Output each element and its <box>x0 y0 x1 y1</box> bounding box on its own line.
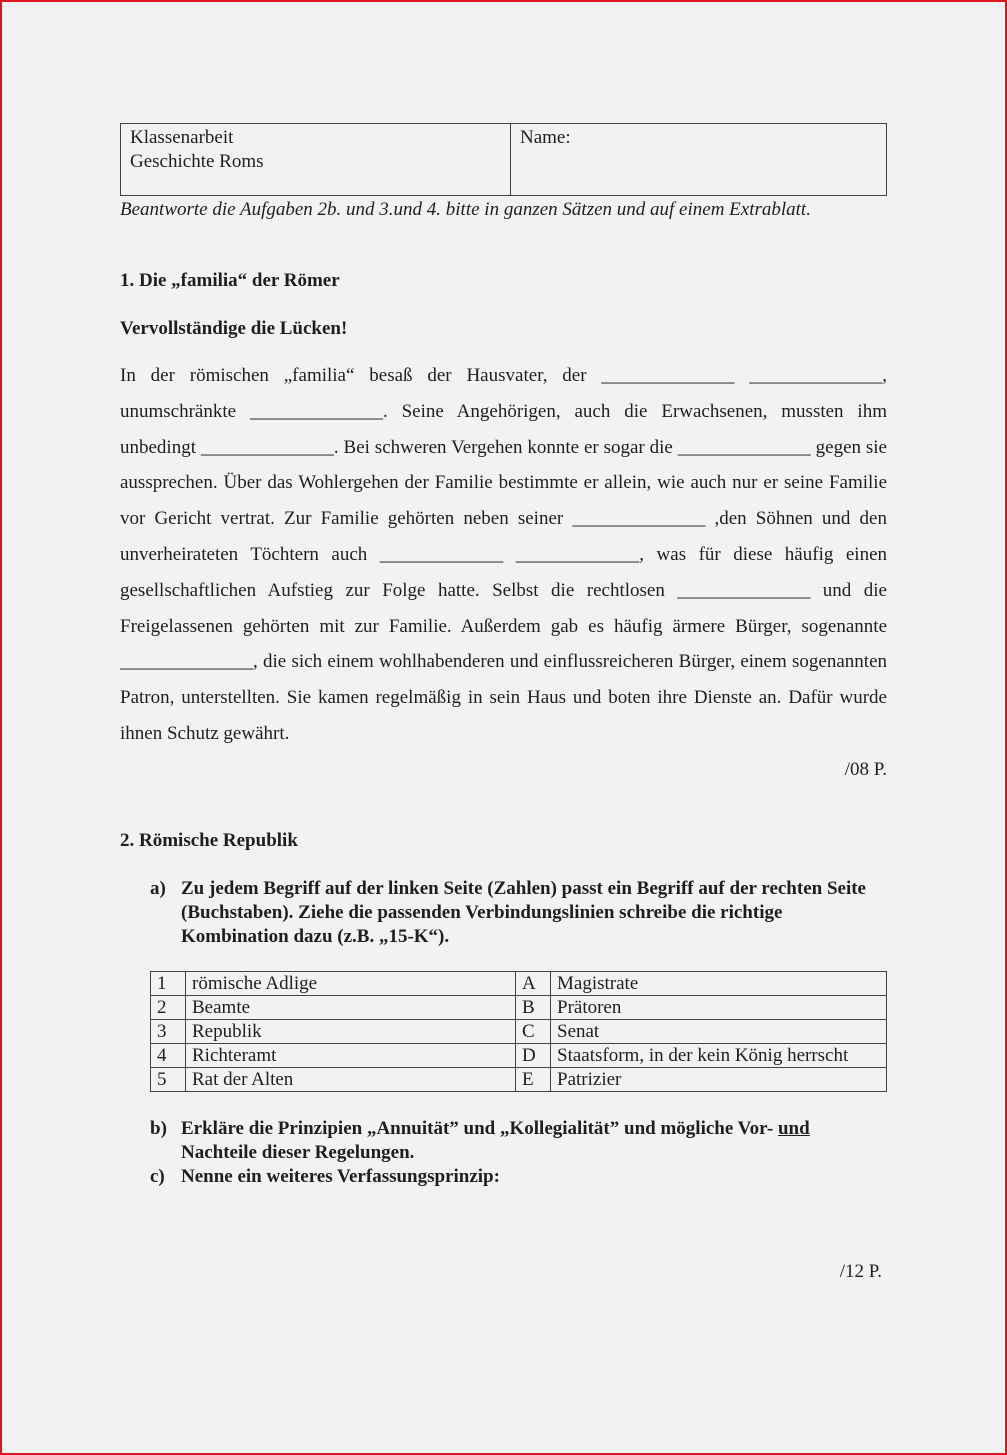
term-left: Rat der Alten <box>186 1068 516 1092</box>
question-b-text-part: Erkläre die Prinzipien „Annuität” und „Kollegialität” und mögliche Vor- <box>181 1118 778 1139</box>
term-number: 2 <box>151 996 186 1020</box>
section2-title: 2. Römische Republik <box>120 830 298 851</box>
section1-subtitle: Vervollständige die Lücken! <box>120 318 348 339</box>
section1-title: 1. Die „familia“ der Römer <box>120 270 340 291</box>
cloze-text <box>503 544 516 565</box>
cloze-blank[interactable]: ______________ <box>249 400 383 422</box>
term-letter: B <box>516 996 551 1020</box>
cloze-text <box>734 365 749 386</box>
cloze-blank[interactable]: ______________ <box>601 365 735 386</box>
cloze-text: . Seine Angehörigen, auch die Erwachsenen, mussten ihm unbedingt <box>120 400 887 458</box>
cloze-text: gegen sie aussprechen. Über das Wohlergehen der Familie bestimmte er allein, wie auch nur er seine Familie vor Gericht vertrat. Zur Familie gehörten neben seiner <box>120 436 887 530</box>
table-row <box>151 1044 887 1068</box>
cloze-blank[interactable]: ______________ <box>120 651 253 673</box>
term-left: Republik <box>186 1020 516 1044</box>
header-name-cell[interactable] <box>511 124 887 196</box>
question-b <box>150 1117 887 1165</box>
table-row <box>151 996 887 1020</box>
cloze-text: In der römischen „familia“ besaß der Hausvater, der <box>120 365 602 386</box>
name-label: Name: <box>520 127 571 148</box>
cloze-blank[interactable]: ______________ <box>572 508 706 530</box>
cloze-blank[interactable]: _____________ <box>379 543 504 565</box>
question-b-underlined: und <box>777 1118 810 1139</box>
cloze-text: und die Freigelassenen gehörten mit zur Familie. Außerdem gab es häufig ärmere Bürger, sogenannte <box>120 579 887 637</box>
section1-points: /08 P. <box>844 759 887 780</box>
cloze-text: ,den Söhnen und den unverheirateten Töchtern auch <box>120 508 887 565</box>
question-a-text: Zu jedem Begriff auf der linken Seite (Zahlen) passt ein Begriff auf der rechten Seite (Buchstaben). Ziehe die passenden Verbindungslinien schreibe die richtige Kombination dazu (z.B. „15-K“). <box>181 878 866 947</box>
term-letter: A <box>516 972 551 996</box>
term-right: Staatsform, in der kein König herrscht <box>551 1044 887 1068</box>
instruction-text: Beantworte die Aufgaben 2b. und 3.und 4. bitte in ganzen Sätzen und auf einem Extrablatt. <box>120 199 811 220</box>
cloze-blank[interactable]: ______________ <box>677 579 811 601</box>
question-c <box>150 1165 887 1189</box>
term-right: Patrizier <box>551 1068 887 1092</box>
term-number: 5 <box>151 1068 186 1092</box>
term-number: 1 <box>151 972 186 996</box>
cloze-text: . Bei schweren Vergehen konnte er sogar die <box>333 436 678 458</box>
term-left: römische Adlige <box>186 972 516 996</box>
term-letter: C <box>516 1020 551 1044</box>
section2-points: /12 P. <box>839 1261 882 1282</box>
term-right: Senat <box>551 1020 887 1044</box>
term-right: Magistrate <box>551 972 887 996</box>
cloze-paragraph <box>120 358 887 752</box>
question-a-label: a) <box>150 878 166 899</box>
header-subject: Geschichte Roms <box>130 151 264 172</box>
term-left: Beamte <box>186 996 516 1020</box>
term-left: Richteramt <box>186 1044 516 1068</box>
cloze-blank[interactable]: _____________ <box>515 543 640 565</box>
question-a <box>150 877 887 949</box>
table-row <box>151 972 887 996</box>
term-letter: D <box>516 1044 551 1068</box>
term-right: Prätoren <box>551 996 887 1020</box>
cloze-blank[interactable]: ______________ <box>200 436 334 458</box>
question-b-text <box>181 1117 887 1165</box>
cloze-text: , unumschränkte <box>120 365 887 422</box>
header-exam-type: Klassenarbeit <box>130 127 234 148</box>
term-letter: E <box>516 1068 551 1092</box>
question-c-label: c) <box>150 1166 165 1187</box>
term-number: 3 <box>151 1020 186 1044</box>
question-c-text: Nenne ein weiteres Verfassungsprinzip: <box>181 1166 500 1187</box>
cloze-blank[interactable]: ______________ <box>677 436 811 458</box>
header-table <box>120 123 887 196</box>
term-number: 4 <box>151 1044 186 1068</box>
cloze-blank[interactable]: ______________ <box>749 365 883 386</box>
question-b-label: b) <box>150 1118 167 1139</box>
header-left-cell <box>121 124 511 196</box>
table-row <box>151 1020 887 1044</box>
cloze-text: , was für diese häufig einen gesellschaftlichen Aufstieg zur Folge hatte. Selbst die rechtlosen <box>120 543 887 601</box>
matching-table <box>150 971 887 1092</box>
question-b-text-part: Nachteile dieser Regelungen. <box>181 1142 415 1163</box>
cloze-text: , die sich einem wohlhabenderen und einflussreicheren Bürger, einem sogenannten Patron, unterstellten. Sie kamen regelmäßig in sein Haus und boten ihre Dienste an. Dafür wurde ihnen Schutz gewährt. <box>120 651 887 744</box>
table-row <box>151 1068 887 1092</box>
